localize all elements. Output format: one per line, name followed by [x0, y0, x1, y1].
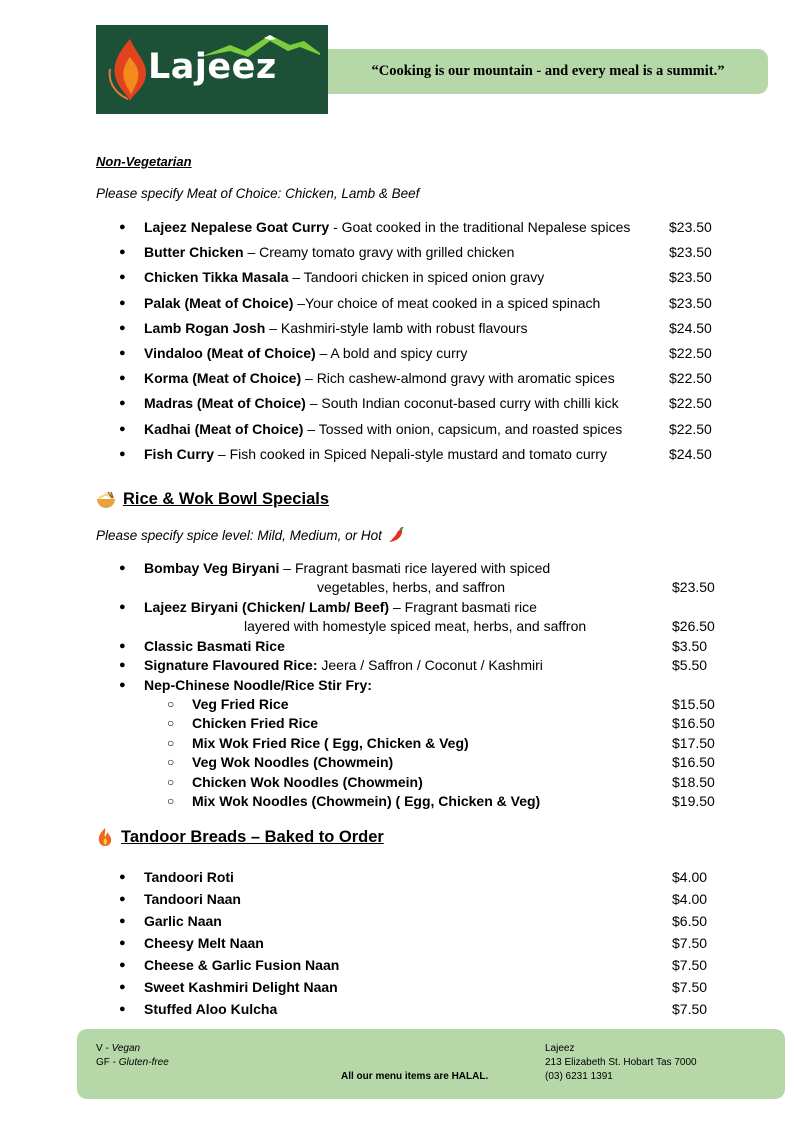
item-text — [144, 597, 537, 617]
menu-item — [0, 636, 794, 656]
item-name: Lajeez Biryani (Chicken/ Lamb/ Beef) — [144, 599, 390, 615]
item-name: Lamb Rogan Josh — [144, 319, 266, 336]
bullet: ● — [119, 397, 126, 410]
item-price: $22.50 — [669, 395, 712, 412]
item-description: – Creamy tomato gravy with grilled chicken — [243, 244, 515, 261]
flame-icon — [106, 35, 154, 105]
item-name: Palak (Meat of Choice) — [144, 294, 294, 311]
item-description: – Tossed with onion, capsicum, and roasted spices — [303, 420, 623, 437]
item-price: $5.50 — [672, 657, 708, 673]
item-text — [144, 558, 550, 578]
section-title-non-veg: Non-Vegetarian — [96, 154, 192, 169]
item-name: Chicken Fried Rice — [192, 715, 319, 732]
bullet: ● — [119, 640, 126, 652]
tagline: “Cooking is our mountain - and every meal is a summit.” — [371, 63, 725, 79]
menu-item — [0, 675, 794, 695]
item-name: Butter Chicken — [144, 244, 244, 261]
menu-item — [0, 393, 794, 413]
item-price: $4.00 — [672, 891, 708, 907]
item-name: Cheesy Melt Naan — [144, 935, 264, 951]
item-description: – Kashmiri-style lamb with robust flavours — [265, 319, 528, 336]
item-name: Veg Fried Rice — [192, 696, 289, 712]
item-price: $23.50 — [669, 244, 712, 261]
chilli-pepper-icon — [387, 527, 405, 543]
legend-label: Gluten-free — [118, 1057, 169, 1068]
item-price: $23.50 — [669, 294, 712, 311]
sub-menu-item — [0, 733, 794, 753]
item-name: Cheese & Garlic Fusion Naan — [144, 957, 340, 973]
bullet: ● — [119, 679, 126, 691]
item-price: $22.50 — [669, 370, 712, 387]
item-description: – A bold and spicy curry — [315, 345, 468, 361]
address-name: Lajeez — [545, 1043, 575, 1054]
menu-item — [0, 911, 794, 931]
legend-code: V — [96, 1043, 103, 1054]
menu-item — [0, 444, 794, 464]
item-description: Jeera / Saffron / Coconut / Kashmiri — [317, 657, 543, 673]
bullet: ● — [119, 372, 126, 385]
address-phone: (03) 6231 1391 — [545, 1071, 613, 1082]
rice-heading-text: Rice & Wok Bowl Specials — [123, 490, 330, 508]
footer — [77, 1029, 785, 1099]
item-description-cont — [0, 577, 794, 597]
item-text — [144, 368, 615, 388]
sub-bullet: ○ — [167, 716, 175, 731]
item-name: Tandoori Naan — [144, 891, 241, 907]
item-description-cont — [0, 616, 794, 636]
sub-menu-item — [0, 772, 794, 792]
item-text — [144, 393, 619, 413]
item-name: Madras (Meat of Choice) — [144, 395, 306, 412]
logo — [96, 25, 328, 114]
sub-menu-item — [0, 752, 794, 772]
menu-item — [0, 343, 794, 363]
item-description: – Tandoori chicken in spiced onion gravy — [288, 269, 545, 286]
sub-bullet: ○ — [167, 794, 175, 808]
item-description: – Rich cashew-almond gravy with aromatic spices — [301, 370, 615, 387]
meat-choice-note: Please specify Meat of Choice: Chicken, Lamb & Beef — [96, 186, 420, 201]
item-price: $24.50 — [669, 319, 712, 336]
item-name: Veg Wok Noodles (Chowmein) — [192, 754, 394, 771]
menu-item — [0, 933, 794, 953]
bullet: ● — [119, 221, 126, 233]
item-price: $4.00 — [672, 869, 708, 885]
section-title-rice — [96, 490, 329, 509]
item-description: – South Indian coconut-based curry with chilli kick — [305, 395, 619, 412]
menu-item — [0, 977, 794, 997]
spice-note — [96, 527, 405, 543]
bullet: ● — [119, 246, 126, 259]
bullet: ● — [119, 959, 126, 971]
item-name: Tandoori Roti — [144, 869, 234, 885]
item-description: –Your choice of meat cooked in a spiced spinach — [293, 294, 601, 311]
bullet: ● — [119, 871, 126, 883]
item-text — [144, 217, 630, 237]
item-price: $7.50 — [672, 957, 708, 973]
item-price: $22.50 — [669, 420, 712, 437]
item-text — [144, 419, 622, 439]
bullet: ● — [119, 321, 126, 334]
menu-item — [0, 242, 794, 262]
item-price: $23.50 — [669, 269, 712, 286]
item-description: – Fish cooked in Spiced Nepali-style mustard and tomato curry — [214, 445, 607, 462]
menu-item — [0, 655, 794, 675]
item-text — [144, 343, 467, 363]
item-price: $16.50 — [672, 754, 715, 771]
item-name: Classic Basmati Rice — [144, 638, 285, 654]
logo-wordmark: Lajeez — [148, 47, 277, 87]
item-name: Sweet Kashmiri Delight Naan — [144, 979, 338, 995]
sub-menu-item — [0, 694, 794, 714]
section-title-breads — [96, 827, 384, 847]
item-price: $3.50 — [672, 638, 708, 654]
menu-item — [0, 419, 794, 439]
bullet: ● — [119, 1003, 126, 1015]
bullet: ● — [119, 915, 126, 927]
fire-icon — [96, 827, 114, 847]
bullet: ● — [119, 296, 126, 309]
item-description: – Fragrant basmati rice layered with spiced — [279, 560, 551, 576]
item-name: Signature Flavoured Rice: — [144, 657, 318, 673]
item-name: Chicken Tikka Masala — [144, 269, 289, 286]
item-name: Vindaloo (Meat of Choice) — [144, 345, 316, 361]
menu-item — [0, 597, 794, 634]
item-price: $22.50 — [669, 345, 712, 361]
spice-note-text: Please specify spice level: Mild, Medium, or Hot — [96, 527, 382, 543]
item-price: $7.50 — [672, 935, 708, 951]
item-price: $6.50 — [672, 913, 708, 929]
breads-heading-text: Tandoor Breads – Baked to Order — [121, 827, 384, 846]
legend-code: GF — [96, 1057, 110, 1068]
item-text — [144, 318, 528, 338]
item-price: $17.50 — [672, 734, 715, 751]
menu-item — [0, 368, 794, 388]
item-text — [144, 655, 543, 675]
item-text — [144, 242, 514, 262]
item-name: Mix Wok Noodles (Chowmein) ( Egg, Chicken & Veg) — [192, 793, 541, 809]
sub-menu-item — [0, 791, 794, 811]
bullet: ● — [119, 562, 126, 574]
item-description-line2: layered with homestyle spiced meat, herbs, and saffron — [244, 618, 587, 634]
item-price: $23.50 — [672, 579, 715, 595]
bullet: ● — [119, 347, 126, 359]
menu-item — [0, 558, 794, 595]
menu-item — [0, 267, 794, 287]
item-price: $15.50 — [672, 696, 715, 712]
item-price: $16.50 — [672, 715, 715, 732]
sub-menu-item — [0, 713, 794, 733]
item-name: Korma (Meat of Choice) — [144, 370, 302, 387]
legend-label: Vegan — [111, 1043, 141, 1054]
sub-bullet: ○ — [167, 697, 175, 711]
item-name: Garlic Naan — [144, 913, 222, 929]
menu-item — [0, 889, 794, 909]
menu-item — [0, 999, 794, 1019]
bullet: ● — [119, 937, 126, 949]
legend-vegan: V - Vegan — [96, 1043, 141, 1054]
bullet: ● — [119, 893, 126, 905]
item-name: Kadhai (Meat of Choice) — [144, 420, 304, 437]
item-name: Chicken Wok Noodles (Chowmein) — [192, 773, 423, 790]
item-price: $23.50 — [669, 219, 712, 235]
item-price: $7.50 — [672, 979, 708, 995]
item-text — [144, 675, 372, 695]
item-price: $7.50 — [672, 1001, 708, 1017]
menu-item — [0, 293, 794, 313]
legend-gluten-free: GF - Gluten-free — [96, 1057, 169, 1068]
bullet: ● — [119, 601, 126, 613]
bullet: ● — [119, 271, 126, 284]
noodle-bowl-icon — [96, 491, 116, 509]
menu-item — [0, 318, 794, 338]
item-name: Nep-Chinese Noodle/Rice Stir Fry: — [144, 677, 372, 693]
menu-item — [0, 217, 794, 237]
item-text — [144, 636, 285, 656]
sub-bullet: ○ — [167, 735, 175, 750]
item-text — [144, 444, 607, 464]
item-price: $24.50 — [669, 445, 712, 462]
tagline-banner — [328, 49, 768, 94]
menu-item — [0, 867, 794, 887]
item-name: Bombay Veg Biryani — [144, 560, 280, 576]
item-text — [144, 267, 544, 287]
item-name: Fish Curry — [144, 445, 215, 462]
item-name: Stuffed Aloo Kulcha — [144, 1001, 278, 1017]
bullet: ● — [119, 659, 126, 671]
item-name: Lajeez Nepalese Goat Curry — [144, 219, 330, 235]
item-description: – Fragrant basmati rice — [389, 599, 537, 615]
bullet: ● — [119, 447, 126, 460]
sub-bullet: ○ — [167, 774, 175, 789]
halal-notice: All our menu items are HALAL. — [341, 1071, 489, 1082]
item-text — [144, 293, 600, 313]
item-name: Mix Wok Fried Rice ( Egg, Chicken & Veg) — [192, 734, 469, 751]
item-description-line2: vegetables, herbs, and saffron — [317, 579, 506, 595]
item-price: $18.50 — [672, 773, 715, 790]
menu-item — [0, 955, 794, 975]
item-price: $26.50 — [672, 618, 715, 634]
sub-bullet: ○ — [167, 755, 175, 770]
address-street: 213 Elizabeth St. Hobart Tas 7000 — [545, 1057, 697, 1068]
bullet: ● — [119, 981, 126, 993]
bullet: ● — [119, 422, 126, 435]
item-price: $19.50 — [672, 793, 715, 809]
item-description: - Goat cooked in the traditional Nepalese spices — [329, 219, 631, 235]
